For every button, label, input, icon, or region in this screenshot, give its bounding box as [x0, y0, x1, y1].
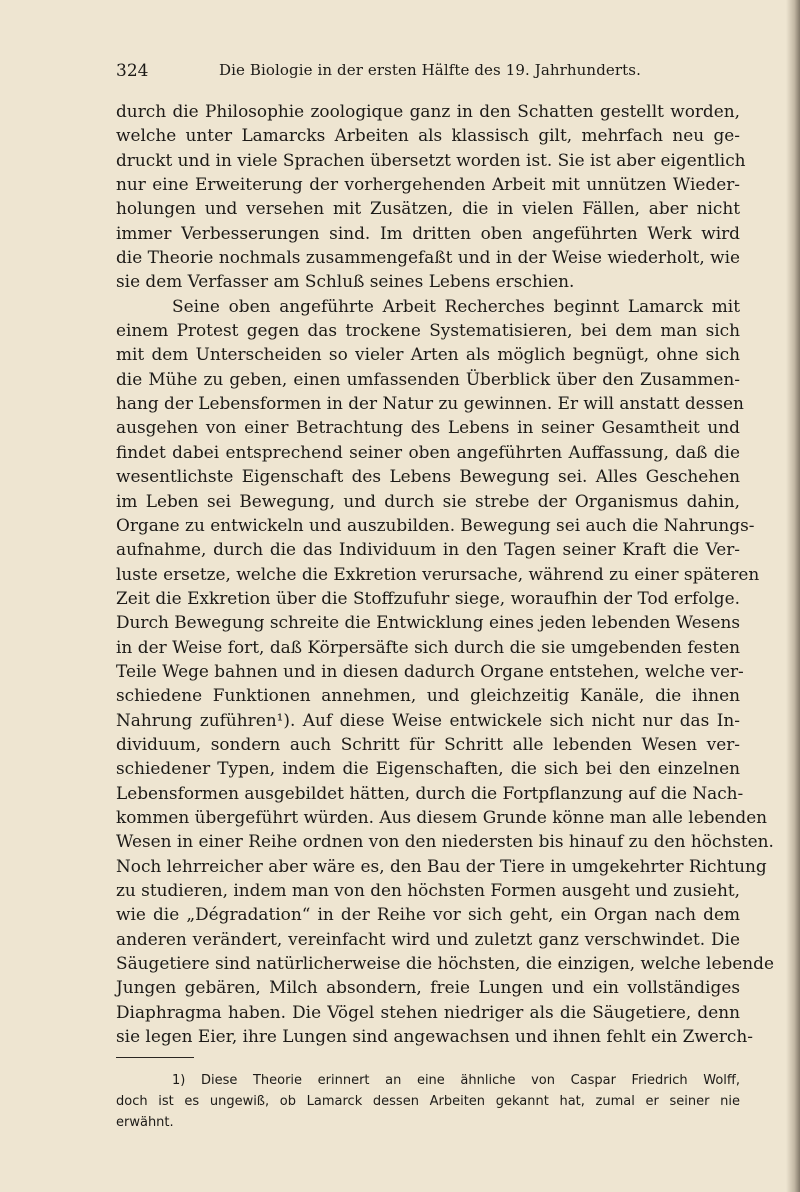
- footnote-line: doch ist es ungewiß, ob Lamarck dessen Arbeiten gekannt hat, zumal er seiner nie: [116, 1094, 740, 1110]
- text-line: Nahrung zuführen¹). Auf diese Weise entwickele sich nicht nur das In-: [116, 709, 740, 730]
- text-line: die Theorie nochmals zusammengefaßt und in der Weise wiederholt, wie: [116, 247, 740, 268]
- text-line: immer Verbesserungen sind. Im dritten oben angeführten Werk wird: [116, 222, 740, 243]
- footnote-divider: [116, 1057, 194, 1058]
- footnote-line: 1) Diese Theorie erinnert an eine ähnliche von Caspar Friedrich Wolff,: [172, 1073, 740, 1089]
- text-line: schiedene Funktionen annehmen, und gleichzeitig Kanäle, die ihnen: [116, 685, 740, 706]
- text-line: Wesen in einer Reihe ordnen von den niedersten bis hinauf zu den höchsten.: [116, 831, 774, 852]
- footnote-line: erwähnt.: [116, 1115, 174, 1131]
- text-line: findet dabei entsprechend seiner oben angeführten Auffassung, daß die: [116, 441, 740, 462]
- text-line: dividuum, sondern auch Schritt für Schritt alle lebenden Wesen ver-: [116, 733, 740, 754]
- text-line: ausgehen von einer Betrachtung des Lebens in seiner Gesamtheit und: [116, 417, 740, 438]
- text-line: mit dem Unterscheiden so vieler Arten als möglich begnügt, ohne sich: [116, 344, 740, 365]
- text-line: Jungen gebären, Milch absondern, freie Lungen und ein vollständiges: [116, 977, 740, 998]
- text-line: nur eine Erweiterung der vorhergehenden Arbeit mit unnützen Wieder-: [116, 174, 740, 195]
- text-line: im Leben sei Bewegung, und durch sie strebe der Organismus dahin,: [116, 490, 740, 511]
- text-line: Noch lehrreicher aber wäre es, den Bau der Tiere in umgekehrter Richtung: [116, 855, 767, 876]
- text-line: schiedener Typen, indem die Eigenschaften, die sich bei den einzelnen: [116, 758, 740, 779]
- text-line: Diaphragma haben. Die Vögel stehen niedriger als die Säugetiere, denn: [116, 1001, 740, 1022]
- page-number: 324: [116, 61, 149, 81]
- running-head: [116, 58, 740, 88]
- text-line: Durch Bewegung schreite die Entwicklung eines jeden lebenden Wesens: [116, 612, 740, 633]
- text-line: holungen und versehen mit Zusätzen, die in vielen Fällen, aber nicht: [116, 198, 740, 219]
- text-line: luste ersetze, welche die Exkretion verursache, während zu einer späteren: [116, 563, 760, 584]
- text-line: aufnahme, durch die das Individuum in den Tagen seiner Kraft die Ver-: [116, 539, 740, 560]
- body-text: [116, 99, 774, 1048]
- text-line: Organe zu entwickeln und auszubilden. Bewegung sei auch die Nahrungs-: [116, 514, 755, 535]
- text-line: in der Weise fort, daß Körpersäfte sich durch die sie umgebenden festen: [116, 636, 740, 657]
- text-line: anderen verändert, vereinfacht wird und zuletzt ganz verschwindet. Die: [116, 928, 740, 949]
- page-content: [116, 58, 774, 1133]
- text-line: zu studieren, indem man von den höchsten Formen ausgeht und zusieht,: [116, 880, 740, 900]
- page-edge-shadow: [786, 0, 800, 1192]
- text-line: hang der Lebensformen in der Natur zu gewinnen. Er will anstatt dessen: [116, 393, 744, 414]
- running-title: Die Biologie in der ersten Hälfte des 19. Jahrhunderts.: [219, 61, 641, 79]
- text-line: einem Protest gegen das trockene Systematisieren, bei dem man sich: [116, 320, 740, 341]
- text-line: wie die „Dégradation“ in der Reihe vor sich geht, ein Organ nach dem: [116, 904, 740, 925]
- text-line: druckt und in viele Sprachen übersetzt worden ist. Sie ist aber eigentlich: [116, 149, 746, 170]
- text-line: wesentlichste Eigenschaft des Lebens Bewegung sei. Alles Geschehen: [116, 466, 740, 487]
- text-line: sie dem Verfasser am Schluß seines Lebens erschien.: [116, 271, 575, 292]
- footnote: [116, 1070, 740, 1133]
- text-line: Zeit die Exkretion über die Stoffzufuhr siege, woraufhin der Tod erfolge.: [116, 587, 740, 608]
- text-line: durch die Philosophie zoologique ganz in den Schatten gestellt worden,: [116, 101, 740, 121]
- text-line: kommen übergeführt würden. Aus diesem Grunde könne man alle lebenden: [116, 806, 768, 827]
- text-line: sie legen Eier, ihre Lungen sind angewachsen und ihnen fehlt ein Zwerch-: [116, 1026, 753, 1047]
- text-line: die Mühe zu geben, einen umfassenden Überblick über den Zusammen-: [116, 368, 740, 389]
- text-line: Teile Wege bahnen und in diesen dadurch Organe entstehen, welche ver-: [116, 660, 744, 681]
- text-line: Lebensformen ausgebildet hätten, durch die Fortpflanzung auf die Nach-: [116, 782, 744, 803]
- text-line: Seine oben angeführte Arbeit Recherches beginnt Lamarck mit: [172, 295, 740, 316]
- text-line: Säugetiere sind natürlicherweise die höchsten, die einzigen, welche lebende: [116, 953, 774, 974]
- text-line: welche unter Lamarcks Arbeiten als klassisch gilt, mehrfach neu ge-: [116, 125, 740, 146]
